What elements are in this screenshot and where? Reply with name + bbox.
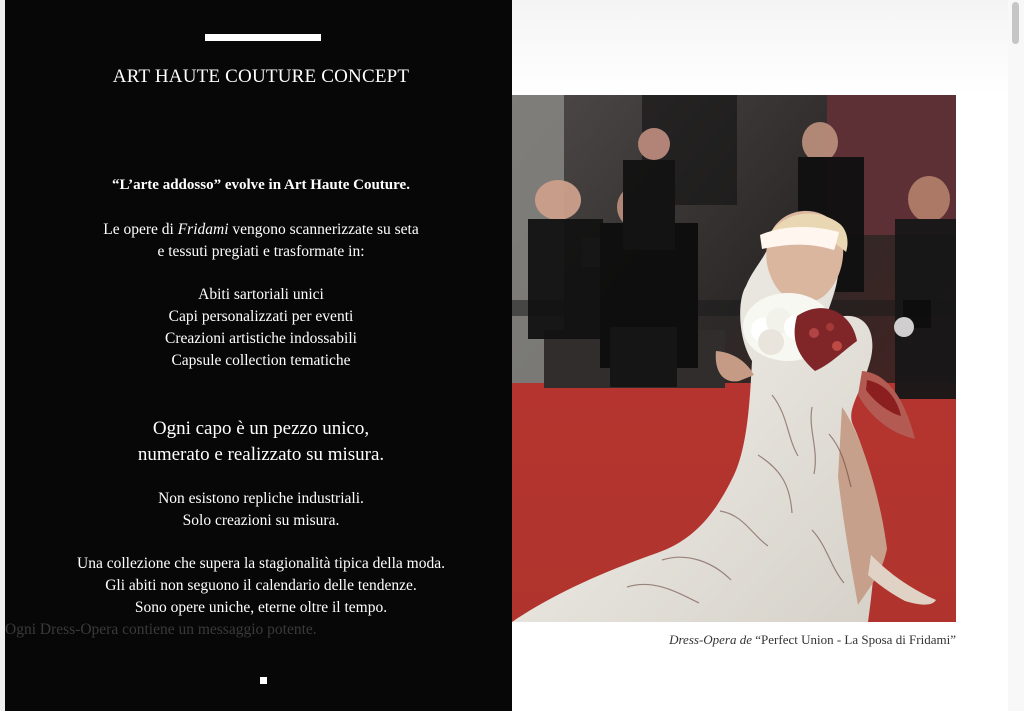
red-carpet-photo-illustration <box>512 95 956 622</box>
feature-item-3: Creazioni artistiche indossabili <box>165 330 357 347</box>
vertical-scrollbar[interactable] <box>1008 0 1024 711</box>
dress-opera-photo <box>512 95 956 622</box>
works-description <box>5 221 517 239</box>
collection-line-3: Sono opere uniche, eterne oltre il tempo. <box>134 599 388 616</box>
collection-line-2: Gli abiti non seguono il calendario delle tendenze. <box>105 577 417 594</box>
title-decoration-bar <box>205 34 321 41</box>
caption-title: “Perfect Union - La Sposa di Fridami” <box>755 632 956 647</box>
works-prefix: Le opere di <box>103 221 178 238</box>
highlight-line-1: Ogni capo è un pezzo unico, <box>152 418 370 439</box>
scrollbar-thumb[interactable] <box>1012 2 1019 44</box>
no-replicas-line-2: Solo creazioni su misura. <box>182 512 340 529</box>
highlight-line-2: numerato e realizzato su misura. <box>137 444 385 465</box>
page-indicator-dot[interactable] <box>260 677 267 684</box>
photo-caption <box>512 632 956 648</box>
page-title: ART HAUTE COUTURE CONCEPT <box>112 66 410 87</box>
caption-prefix: Dress-Opera de <box>669 632 756 647</box>
works-suffix: vengono scannerizzate su seta <box>228 221 419 238</box>
feature-item-2: Capi personalizzati per eventi <box>168 308 354 325</box>
works-description-line-2: e tessuti pregiati e trasformate in: <box>157 243 365 260</box>
brand-name: Fridami <box>177 221 229 238</box>
top-background <box>512 0 1008 95</box>
intro-text: “L’arte addosso” evolve in Art Haute Couture. <box>112 177 410 193</box>
overflow-message: Ogni Dress-Opera contiene un messaggio potente. <box>5 621 317 638</box>
collection-line-1: Una collezione che supera la stagionalità tipica della moda. <box>77 555 445 572</box>
feature-item-4: Capsule collection tematiche <box>171 352 351 369</box>
feature-item-1: Abiti sartoriali unici <box>198 286 324 303</box>
no-replicas-line-1: Non esistono repliche industriali. <box>158 490 364 507</box>
